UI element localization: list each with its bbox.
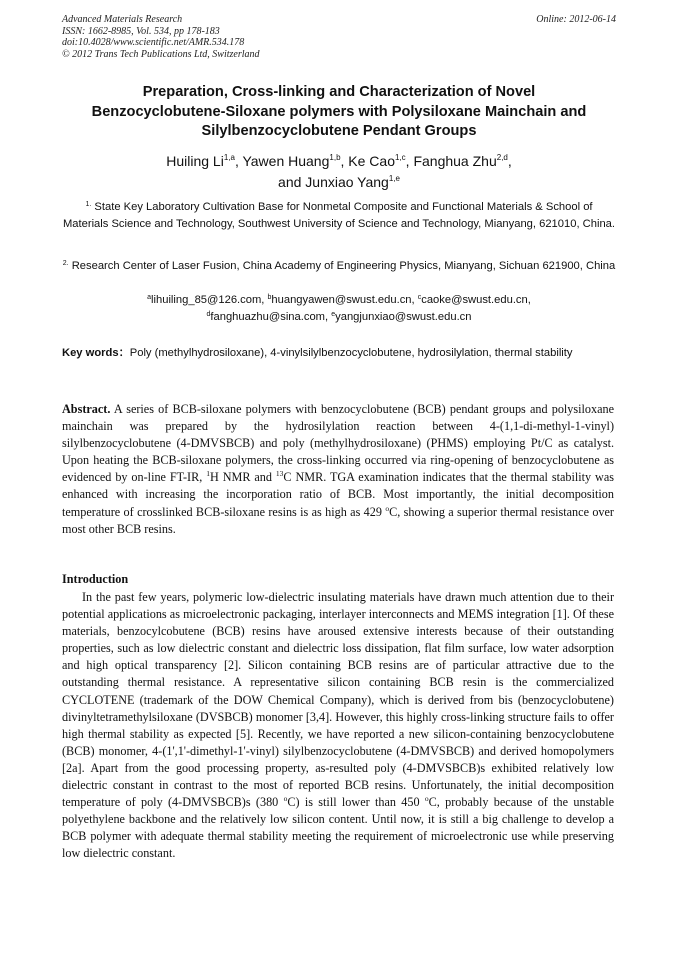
journal-name: Advanced Materials Research [62,14,183,25]
intro-text: C, probably because of the unstable polyethylene backbone and the relatively low silicon content. Until now, it is still a big challenge to develop a BCB polymer with adequate thermal stability meeting the requirement of microelectronic use while preserving low dielectric constant. [62,795,614,861]
author-and: and [278,174,302,190]
journal-header [62,14,618,60]
section-heading-introduction: Introduction [62,572,129,586]
email-sup: b [267,294,272,301]
author-sup: 1,b [329,153,341,162]
author-sup: 1,e [388,174,400,183]
abstract-text: A series of BCB-siloxane polymers with benzocyclobutene (BCB) pendant groups and polysiloxane mainchain was prepared by the hydrosilylation reaction between 4-(1,1-di-methyl-1-vinyl) silylbenzocyclobutene (4-DMVSBCB) and poly (methylhydrosiloxane) (PHMS) employing Pt/C as catalyst. Upon heating the BCB-siloxane polymers, the cross-linking occurred via ring-opening of benzocyclobutene as evidenced by on-line FT-IR, [62,402,615,485]
title-line: Benzocyclobutene-Siloxane polymers with Polysiloxane Mainchain and [91,103,587,120]
affiliation-2 [62,258,616,275]
author-name: Yawen Huang [242,153,330,169]
keywords-label: Key words： [62,347,130,359]
email-b: huangyawen@swust.edu.cn, [271,294,415,306]
author-name: Ke Cao [348,153,395,169]
author-sup: 2,d [496,153,508,162]
intro-text: C) is still lower than 450 [287,795,420,810]
affiliation-sup: 2. [62,260,69,267]
abstract-sup: o [385,503,390,513]
abstract-text: H NMR and [209,470,272,485]
online-date: Online: 2012-06-14 [536,14,616,25]
author-sup: 1,c [395,153,406,162]
introduction-paragraph [62,589,614,863]
title-line: Silylbenzocyclobutene Pendant Groups [201,123,477,139]
email-sup: d [206,311,211,318]
email-sup: a [147,294,152,301]
affiliation-sup: 1. [85,201,92,208]
email-sup: c [417,294,422,301]
affiliation-text: Research Center of Laser Fusion, China Academy of Engineering Physics, Mianyang, Sichuan 621900, China [71,260,616,272]
abstract-text: C NMR. TGA examination indicates that the thermal stability was enhanced with increasing the incorporation ratio of BCB. Most importantly, the initial decomposition temperature of crosslinked BCB-siloxane resins is as high as 429 [62,470,615,519]
email-list [62,292,616,326]
affiliation-text: State Key Laboratory Cultivation Base for Nonmetal Composite and Functional Materials & School of Materials Science and Technology, Southwest University of Science and Technology, Mianyang, 621010, China. [62,201,616,230]
email-sup: e [331,311,336,318]
title-line: Preparation, Cross-linking and Characterization of Novel [142,84,536,100]
abstract [62,401,614,538]
intro-sup: o [424,794,429,804]
paper-title [40,83,638,142]
email-e: yangjunxiao@swust.edu.cn [335,311,472,323]
intro-sup: o [283,794,288,804]
abstract-sup: 1 [206,469,210,479]
email-line-1 [62,292,616,309]
author-sup: 1,a [223,153,235,162]
author-line-2 [40,172,638,193]
author-name: Huiling Li [166,153,224,169]
email-d: fanghuazhu@sina.com, [210,311,329,323]
journal-copyright: © 2012 Trans Tech Publications Ltd, Switzerland [62,48,260,60]
email-line-2 [62,309,616,326]
intro-text: In the past few years, polymeric low-dielectric insulating materials have drawn much attention due to their potential applications as microelectronic packaging, interlayer interconnects and MEMS integration [1]. Of these materials, benzocylcobutene (BCB) resins have aroused extensive interests because of their outstanding properties, such as low dielectric constant and dielectric loss dissipation, flat film surface, low water adsorption and high optical transparency [2]. Silicon containing BCB resins are of particular attractive due to the outstanding thermal resistance. A representative silicon containing BCB resin is the commercialized CYCLOTENE (trademark of the DOW Chemical Company), which is derived from bis (benzocyclobutene) divinyltetramethylsiloxane (DVSBCB) monomer [3,4]. However, this highly cross-linking structure fails to offer high thermal stability as expected [5]. Recently, we have reported a new silicon-containing benzocyclobutene (BCB) monomer, 4-(1',1'-dimethyl-1'-vinyl) silylbenzocyclobutene (4-DMVSBCB) and derived homopolymers [2a]. Apart from the good processing property, as-resulted poly (4-DMVSBCB)s exhibited relatively low dielectric constant in contrast to the most of reported BCB resins. Unfortunately, the initial decomposition temperature of poly (4-DMVSBCB)s (380 [62,590,614,810]
author-list [40,151,638,193]
author-line-1: Huiling Li$^{1,a}$, Yawen Huang$^{1,b}$, Ke Cao$^{1,c}$, Fanghua Zhu$^{2,d}$, [166,153,512,169]
journal-doi: doi:10.4028/www.scientific.net/AMR.534.178 [62,37,245,48]
abstract-sup: 13 [275,469,284,479]
email-c: caoke@swust.edu.cn, [421,294,531,306]
abstract-text: C, showing a superior thermal resistance over most other BCB resins. [62,504,614,536]
author-name: Junxiao Yang [305,174,389,190]
affiliation-1 [62,199,616,233]
abstract-label: Abstract. [62,402,111,416]
journal-issn: ISSN: 1662-8985, Vol. 534, pp 178-183 [62,25,220,37]
keywords-text: Poly (methylhydrosiloxane), 4-vinylsilylbenzocyclobutene, hydrosilylation, thermal stability [129,347,573,359]
email-a: lihuiling_85@126.com, [151,294,265,306]
author-name: Fanghua Zhu [413,153,497,169]
keywords [62,345,614,361]
